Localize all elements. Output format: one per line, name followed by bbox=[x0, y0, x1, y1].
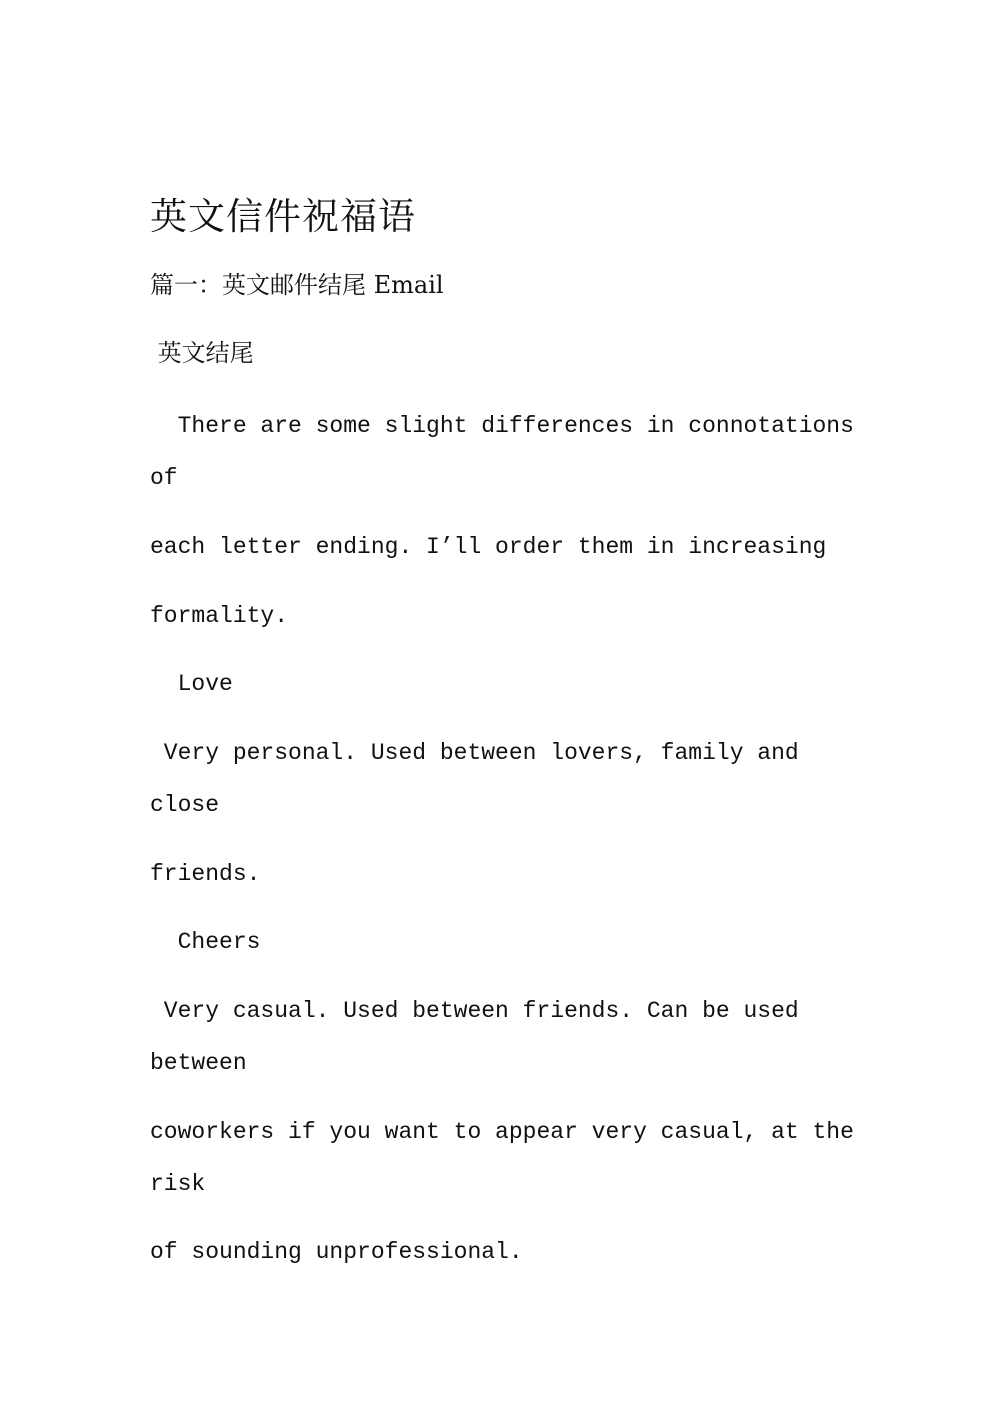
body-line: Very casual. Used between friends. Can be used bbox=[150, 998, 799, 1024]
body-line: Very personal. Used between lovers, family and bbox=[150, 740, 799, 766]
section-subheading: 英文结尾 bbox=[150, 339, 254, 367]
body-line: There are some slight differences in connotations bbox=[150, 413, 854, 439]
body-line: of sounding unprofessional. bbox=[150, 1239, 523, 1265]
body-line: between bbox=[150, 1050, 247, 1076]
body-line: Love bbox=[150, 671, 233, 697]
section-heading: 篇一：英文邮件结尾 Email bbox=[150, 271, 444, 299]
body-line: friends. bbox=[150, 861, 261, 887]
body-line: coworkers if you want to appear very casual, at the bbox=[150, 1119, 854, 1145]
body-line: risk bbox=[150, 1171, 206, 1197]
body-line: formality. bbox=[150, 603, 289, 629]
document-title: 英文信件祝福语 bbox=[150, 195, 416, 238]
body-line: each letter ending. I’ll order them in increasing bbox=[150, 534, 827, 560]
body-line: Cheers bbox=[150, 929, 261, 955]
body-line: close bbox=[150, 792, 220, 818]
body-line: of bbox=[150, 465, 178, 491]
